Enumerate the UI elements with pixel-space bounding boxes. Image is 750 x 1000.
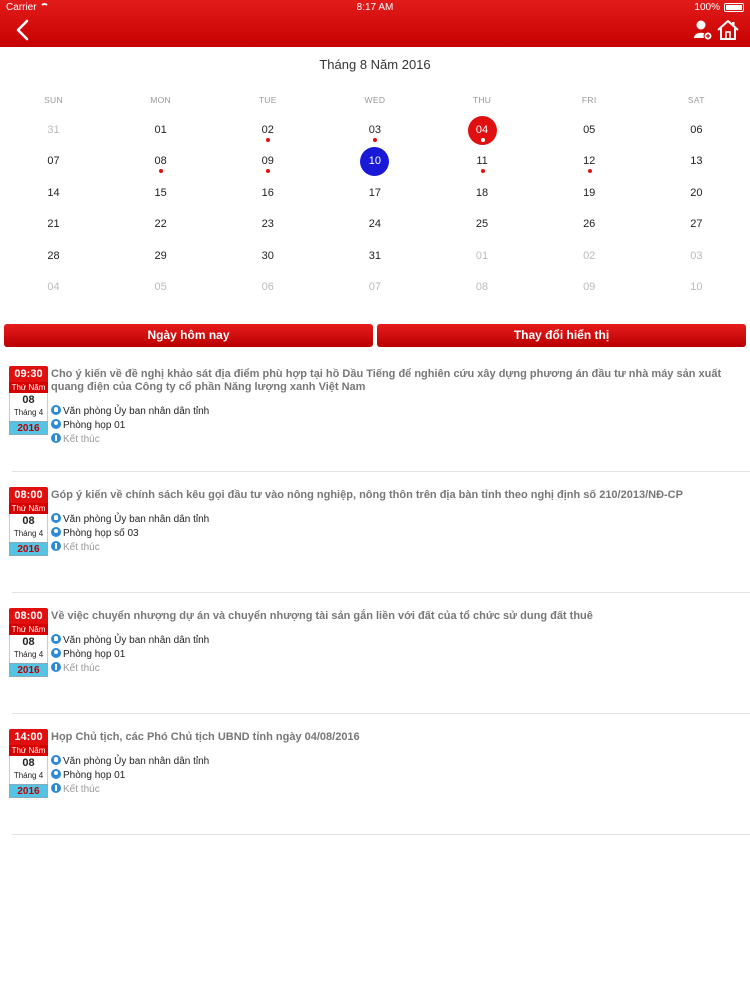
day-number: 04 [47,281,60,293]
day-cell[interactable] [214,272,321,303]
event-year: 2016 [9,784,48,798]
event-title: Họp Chủ tịch, các Phó Chủ tịch UBND tỉnh ngày 04/08/2016 [51,731,360,743]
day-number: 27 [690,218,703,230]
day-number: 23 [261,218,274,230]
event-host [51,405,209,418]
event-date-badge [9,366,48,440]
event-title: Về việc chuyển nhượng dự án và chuyển nhượng tài sản gắn liền với đất của tổ chức sử dung đất thuê [51,610,593,622]
event-weekday: Thứ Năm [9,624,48,635]
weekday-label: WED [364,95,386,105]
location-icon [51,769,61,779]
day-cell[interactable] [0,272,107,303]
user-button[interactable] [692,18,714,42]
weekday-label: SUN [44,95,63,105]
day-number: 16 [261,187,274,199]
day-number: 07 [368,281,382,293]
home-icon [716,18,740,42]
event-status [51,662,750,675]
day-cell[interactable] [643,178,750,209]
event-divider [12,713,750,714]
event-title: Cho ý kiến về đề nghị khảo sát địa điểm phù hợp tại hồ Dầu Tiếng để nghiên cứu xây dựng phương án đầu tư nhà máy sản xuất quang điện của Công ty cổ phần Năng lượng xanh Việt Nam [51,368,722,393]
event-host [51,634,209,647]
day-number: 08 [154,155,167,167]
event-month: Tháng 4 [9,649,48,663]
day-number: 21 [47,218,60,230]
day-cell[interactable] [321,115,428,146]
day-number: 09 [583,281,596,293]
day-number: 03 [690,250,703,262]
day-cell[interactable] [643,146,750,177]
event-dot [481,138,485,142]
day-cell[interactable] [214,178,321,209]
event-dot [481,169,485,173]
event-status-text: Kết thúc [63,784,100,795]
day-cell[interactable] [536,209,643,240]
top-bar [0,0,750,47]
day-cell[interactable] [429,241,536,272]
event-host [51,755,209,768]
day-number: 05 [154,281,167,293]
event-room-text: Phòng họp 01 [63,420,126,431]
event-host-text: Văn phòng Ủy ban nhân dân tỉnh [63,514,210,525]
day-number: 28 [47,250,60,262]
day-cell[interactable] [321,241,428,272]
info-icon [51,662,61,672]
event-status-text: Kết thúc [63,663,100,674]
day-cell-today[interactable] [429,115,536,146]
day-number: 25 [475,218,489,230]
event-item[interactable] [0,473,750,593]
building-icon [51,405,61,415]
day-number: 22 [154,218,167,230]
day-cell[interactable] [429,272,536,303]
weekday-label: THU [472,95,492,105]
day-number: 07 [47,155,60,167]
day-cell[interactable] [536,115,643,146]
day-number: 13 [690,155,703,167]
day-number: 31 [368,250,382,262]
event-year: 2016 [9,663,48,677]
day-number: 12 [583,155,596,167]
day-cell[interactable] [536,272,643,303]
event-weekday: Thứ Năm [9,503,48,514]
day-cell[interactable] [0,115,107,146]
day-number: 02 [261,124,274,136]
day-number: 15 [154,187,167,199]
event-room-text: Phòng họp số 03 [63,528,139,539]
building-icon [51,755,61,765]
back-button[interactable] [12,18,34,42]
event-time: 09:30 [9,366,48,382]
weekday-label: FRI [581,95,597,105]
event-date-badge [9,487,48,561]
month-title: Tháng 8 Năm 2016 [319,57,431,72]
day-cell[interactable] [214,146,321,177]
building-icon [51,634,61,644]
day-number: 04 [475,124,489,136]
event-status [51,433,750,446]
event-month: Tháng 4 [9,528,48,542]
day-cell[interactable] [107,241,214,272]
status-bar [0,0,750,14]
event-host [51,513,209,526]
day-number: 01 [475,250,489,262]
user-add-icon [692,18,714,42]
info-icon [51,541,61,551]
day-number: 18 [475,187,489,199]
day-number: 14 [47,187,60,199]
day-cell[interactable] [107,272,214,303]
event-room [51,648,125,661]
day-number: 17 [368,187,382,199]
day-cell[interactable] [214,115,321,146]
battery-percent: 100% [694,2,720,13]
event-weekday: Thứ Năm [9,745,48,756]
event-divider [12,592,750,593]
event-day: 08 [9,756,48,770]
day-number: 20 [690,187,703,199]
day-cell[interactable] [429,209,536,240]
day-number: 31 [47,124,60,136]
event-day: 08 [9,393,48,407]
weekday-label: SAT [687,95,705,105]
change-view-button[interactable]: Thay đổi hiển thị [377,324,746,347]
day-cell[interactable] [214,241,321,272]
day-number: 08 [475,281,489,293]
day-cell[interactable] [321,272,428,303]
location-icon [51,419,61,429]
event-day: 08 [9,514,48,528]
day-number: 10 [368,155,382,167]
day-number: 11 [476,155,488,167]
event-time: 14:00 [9,729,48,745]
event-dot [588,169,592,173]
day-number: 05 [583,124,596,136]
event-room [51,527,139,540]
event-status [51,783,750,796]
event-host-text: Văn phòng Ủy ban nhân dân tỉnh [63,635,210,646]
event-title: Góp ý kiến về chính sách kêu gọi đầu tư vào nông nghiệp, nông thôn trên địa bàn tỉnh theo nghị định số 210/2013/NĐ-CP [51,489,683,501]
day-cell[interactable] [107,146,214,177]
event-host-text: Văn phòng Ủy ban nhân dân tỉnh [63,756,210,767]
battery-icon [724,3,744,12]
info-icon [51,433,61,443]
event-weekday: Thứ Năm [9,382,48,393]
day-number: 26 [583,218,596,230]
day-cell[interactable] [429,178,536,209]
event-dot [159,169,163,173]
day-number: 09 [261,155,274,167]
day-cell[interactable] [321,178,428,209]
day-cell[interactable] [429,146,536,177]
event-month: Tháng 4 [9,407,48,421]
day-cell[interactable] [214,209,321,240]
location-icon [51,527,61,537]
event-divider [12,834,750,835]
event-time: 08:00 [9,487,48,503]
day-number: 10 [690,281,703,293]
day-number: 06 [690,124,703,136]
day-cell[interactable] [0,178,107,209]
day-number: 19 [583,187,596,199]
day-cell[interactable] [643,241,750,272]
event-host-text: Văn phòng Ủy ban nhân dân tỉnh [63,406,210,417]
location-icon [51,648,61,658]
weekday-header [0,95,750,107]
day-cell[interactable] [107,115,214,146]
day-number: 29 [154,250,167,262]
event-date-badge [9,729,48,803]
day-cell[interactable] [536,241,643,272]
day-cell[interactable] [536,146,643,177]
weekday-label: MON [150,95,171,105]
weekday-label: TUE [258,95,277,105]
event-date-badge [9,608,48,682]
day-cell[interactable] [0,146,107,177]
today-button[interactable]: Ngày hôm nay [4,324,373,347]
event-year: 2016 [9,542,48,556]
event-dot [266,169,270,173]
day-cell[interactable] [643,115,750,146]
carrier-label: Carrier [6,2,37,13]
day-cell[interactable] [643,272,750,303]
building-icon [51,513,61,523]
event-status [51,541,750,554]
day-number: 24 [368,218,382,230]
event-room-text: Phòng họp 01 [63,770,126,781]
home-button[interactable] [716,18,740,42]
event-room [51,769,125,782]
day-cell[interactable] [107,178,214,209]
day-number: 02 [583,250,596,262]
event-status-text: Kết thúc [63,542,100,553]
event-month: Tháng 4 [9,770,48,784]
day-number: 06 [261,281,274,293]
day-cell[interactable] [107,209,214,240]
day-cell[interactable] [643,209,750,240]
status-time: 8:17 AM [356,2,394,13]
day-number: 30 [261,250,274,262]
event-divider [12,471,750,472]
event-item[interactable] [0,594,750,714]
day-cell[interactable] [536,178,643,209]
event-room [51,419,125,432]
day-number: 03 [368,124,382,136]
event-day: 08 [9,635,48,649]
day-cell[interactable] [0,209,107,240]
event-item[interactable] [0,715,750,835]
event-year: 2016 [9,421,48,435]
event-status-text: Kết thúc [63,434,100,445]
day-cell[interactable] [0,241,107,272]
day-cell[interactable] [321,209,428,240]
info-icon [51,783,61,793]
day-cell-selected[interactable] [321,146,428,177]
day-number: 01 [154,124,167,136]
back-chevron-icon [12,18,34,42]
event-room-text: Phòng họp 01 [63,649,126,660]
event-dot [266,138,270,142]
event-item[interactable] [0,352,750,472]
event-dot [373,138,377,142]
event-time: 08:00 [9,608,48,624]
